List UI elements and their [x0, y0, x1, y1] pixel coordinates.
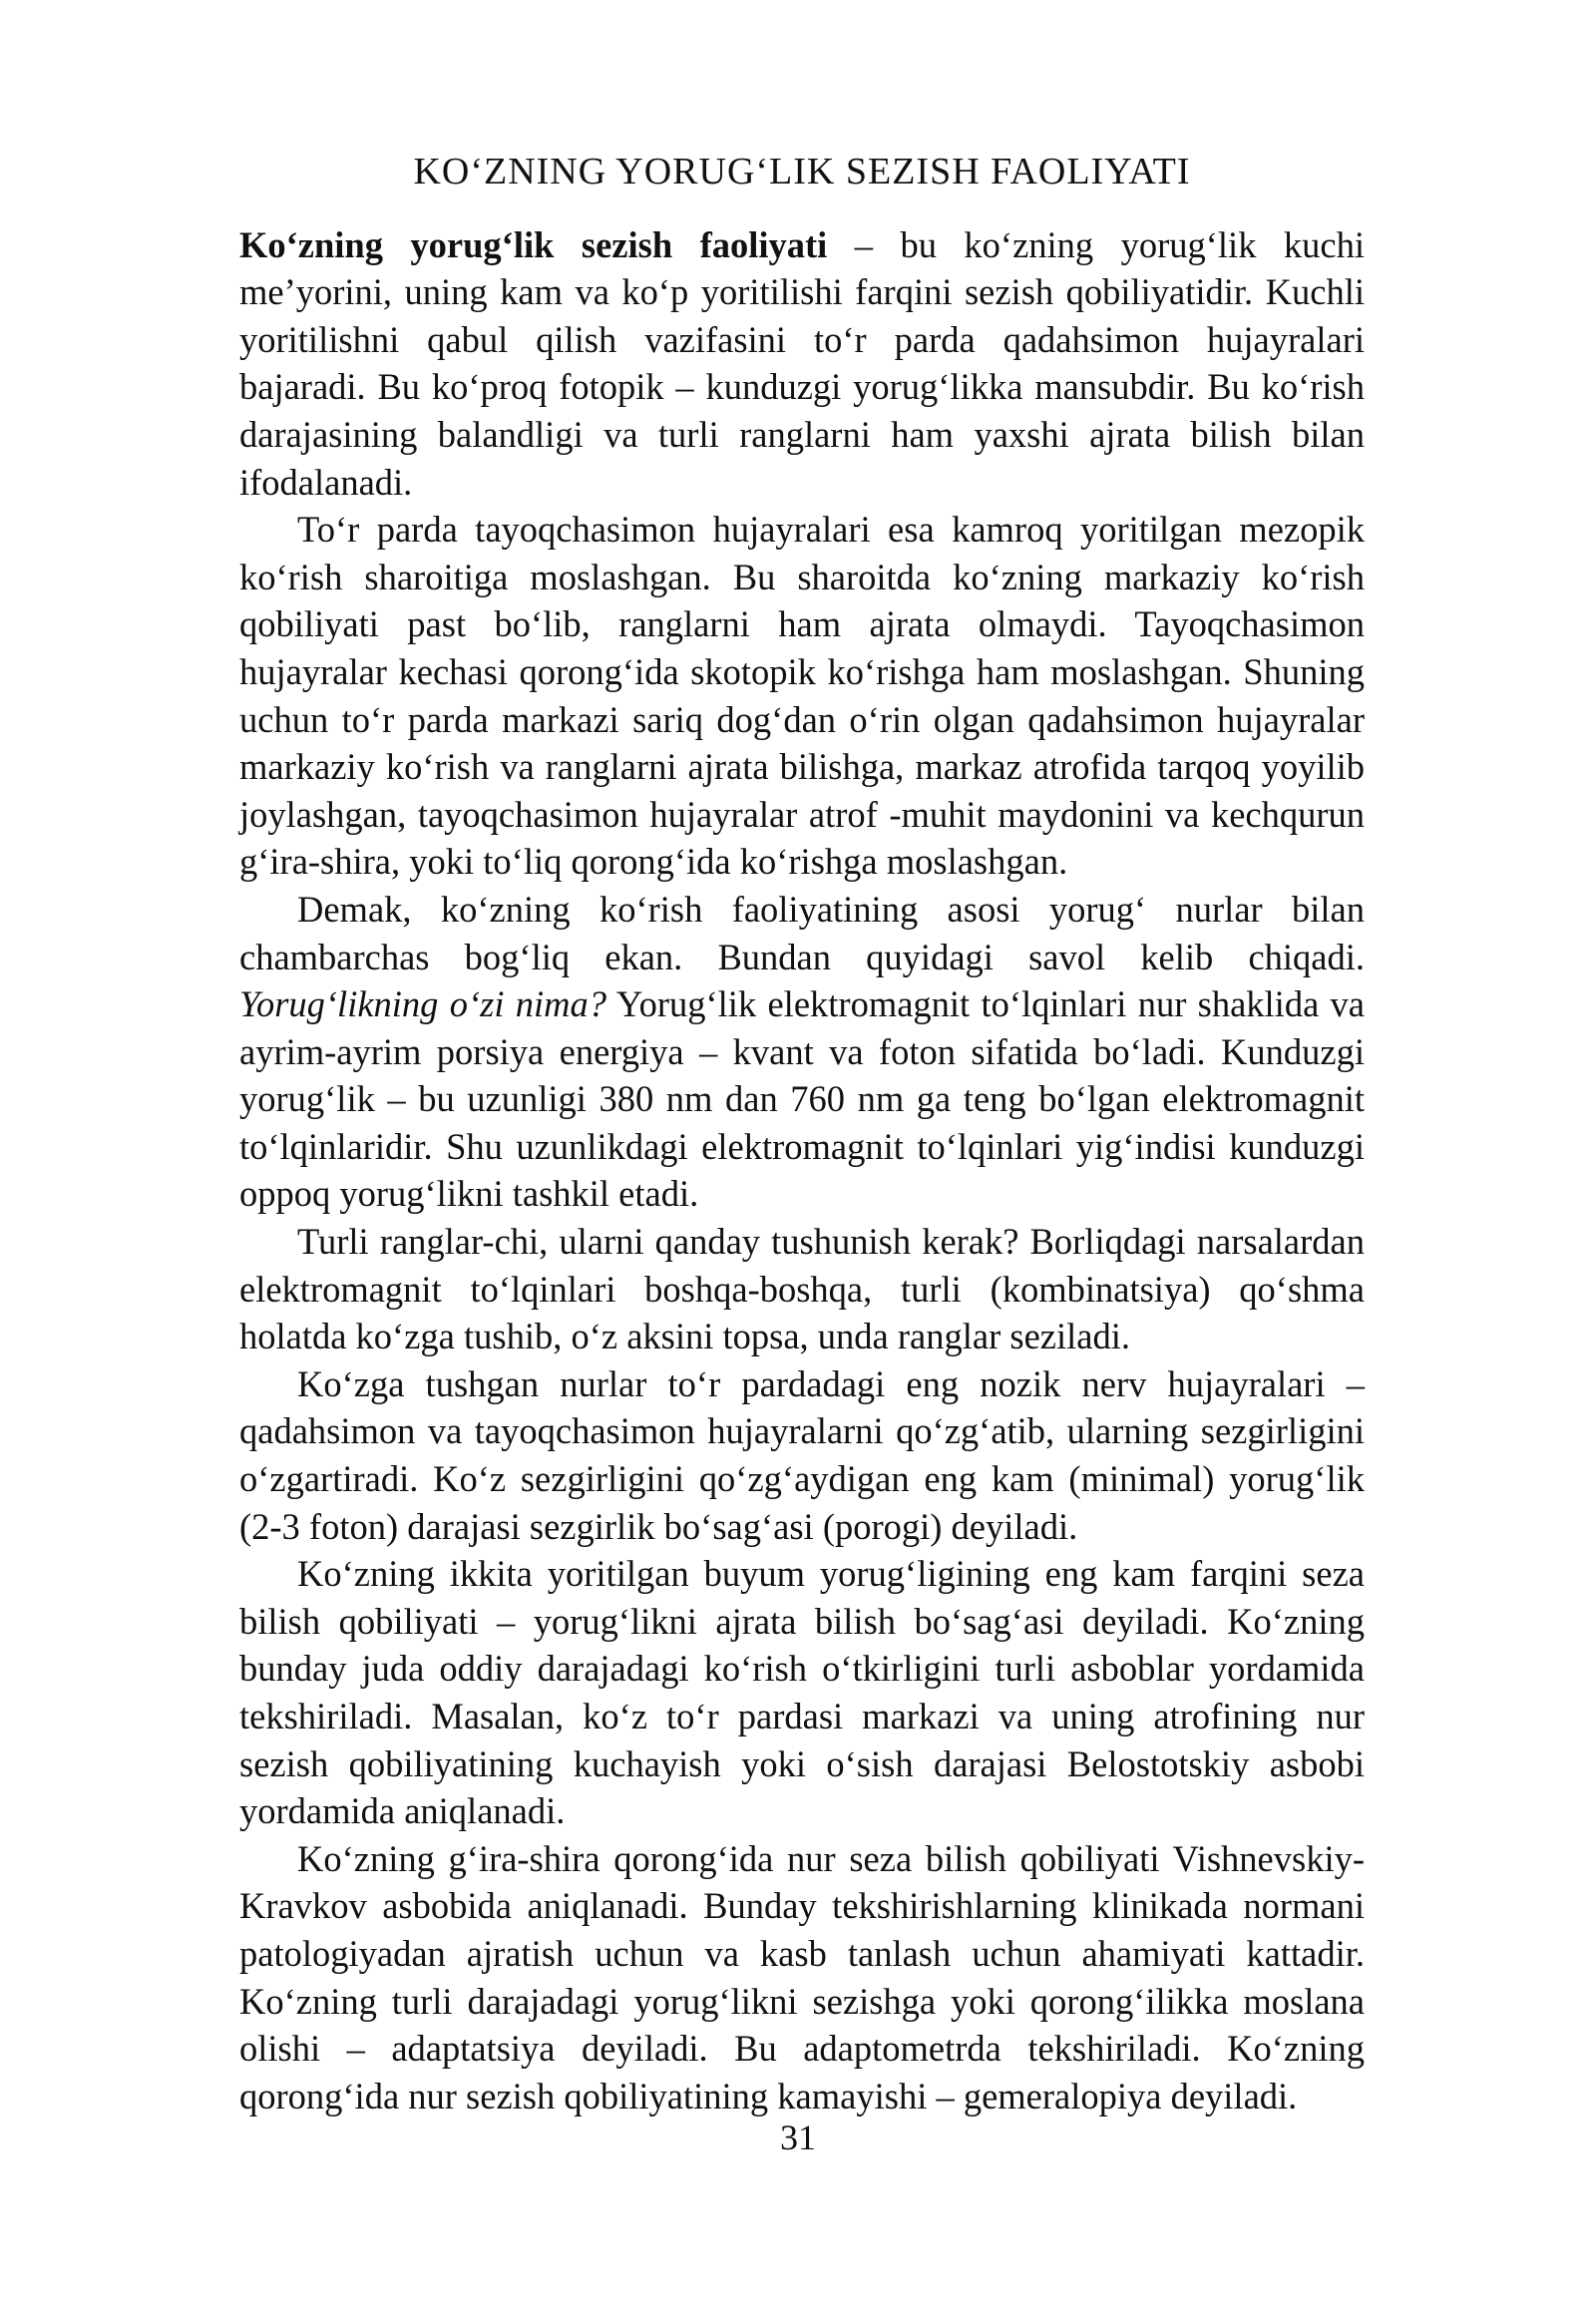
- page-title: KO‘ZNING YORUG‘LIK SEZISH FAOLIYATI: [413, 151, 1191, 192]
- page-number: 31: [780, 2118, 816, 2157]
- paragraph-7: [239, 1835, 1365, 2120]
- paragraph-text: To‘r parda tayoqchasimon hujayralari esa kamroq yoritilgan mezopik ko‘rish sharoitiga moslashgan. Bu sharoitda ko‘zning markaziy ko‘rish qobiliyati past bo‘lib, ranglarni ham ajrata olmaydi. Tayoqchasimon hujayralar kechasi qorong‘ida skotopik ko‘rishga ham moslashgan. Shuning uchun to‘r parda markazi sariq dog‘dan o‘rin olgan qadahsimon hujayralar markaziy ko‘rish va ranglarni ajrata bilishga, markaz atrofida tarqoq yoyilib joylashgan, tayoqchasimon hujayralar atrof -muhit maydonini va kechqurun g‘ira-shira, yoki to‘liq qorong‘ida ko‘rishga moslashgan.: [239, 509, 1365, 883]
- paragraph-5: [239, 1360, 1365, 1550]
- paragraph-1: [239, 221, 1365, 507]
- paragraph-6: [239, 1550, 1365, 1835]
- paragraph-text: Yorug‘lik elektromagnit to‘lqinlari nur shaklida va ayrim-ayrim porsiya energiya – kvant va foton sifatida bo‘ladi. Kunduzgi yorug‘lik – bu uzunligi 380 nm dan 760 nm ga teng bo‘lgan elektromagnit to‘lqinlaridir. Shu uzunlikdagi elektromagnit to‘lqinlari yig‘indisi kunduzgi oppoq yorug‘likni tashkil etadi.: [239, 983, 1365, 1215]
- paragraph-2: [239, 506, 1365, 886]
- page-content: [239, 150, 1365, 2119]
- paragraph-4: [239, 1218, 1365, 1360]
- paragraph-3: [239, 886, 1365, 1218]
- paragraph-text: Demak, ko‘zning ko‘rish faoliyatining asosi yorug‘ nurlar bilan chambarchas bog‘liq ekan. Bundan quyidagi savol kelib chiqadi.: [239, 888, 1365, 977]
- paragraph-text: Ko‘zning g‘ira-shira qorong‘ida nur seza bilish qobiliyati Vishnevskiy-Kravkov asbobida aniqlanadi. Bunday tekshirishlarning klinikada normani patologiyadan ajratish uchun va kasb tanlash uchun ahamiyati kattadir. Ko‘zning turli darajadagi yorug‘likni sezishga yoki qorong‘ilikka moslana olishi – adaptatsiya deyiladi. Bu adaptometrda tekshiriladi. Ko‘zning qorong‘ida nur sezish qobiliyatining kamayishi – gemeralopiya deyiladi.: [239, 1837, 1365, 2117]
- paragraph-text: Turli ranglar-chi, ularni qanday tushunish kerak? Borliqdagi narsalardan elektromagnit to‘lqinlari boshqa-boshqa, turli (kombinatsiya) qo‘shma holatda ko‘zga tushib, o‘z aksini topsa, unda ranglar seziladi.: [239, 1221, 1365, 1357]
- paragraph-text: – bu ko‘zning yorug‘lik kuchi me’yorini, uning kam va ko‘p yoritilishi farqini sezish qobiliyatidir. Kuchli yoritilishni qabul qilish vazifasini to‘r parda qadahsimon hujayralari bajaradi. Bu ko‘proq fotopik – kunduzgi yorug‘likka mansubdir. Bu ko‘rish darajasining balandligi va turli ranglarni ham yaxshi ajrata bilish bilan ifodalanadi.: [239, 223, 1365, 503]
- paragraph-text: Ko‘zning ikkita yoritilgan buyum yorug‘ligining eng kam farqini seza bilish qobiliyati – yorug‘likni ajrata bilish bo‘sag‘asi deyiladi. Ko‘zning bunday juda oddiy darajadagi ko‘rish o‘tkirligini turli asboblar yordamida tekshiriladi. Masalan, ko‘z to‘r pardasi markazi va uning atrofining nur sezish qobiliyatining kuchayish yoki o‘sish darajasi Belostotskiy asbobi yordamida aniqlanadi.: [239, 1553, 1365, 1832]
- paragraph-text: Ko‘zga tushgan nurlar to‘r pardadagi eng nozik nerv hujayralari – qadahsimon va tayoqchasimon hujayralarni qo‘zg‘atib, ularning sezgirligini o‘zgartiradi. Ko‘z sezgirligini qo‘zg‘aydigan eng kam (minimal) yorug‘lik (2-3 foton) darajasi sezgirlik bo‘sag‘asi (porogi) deyiladi.: [239, 1362, 1365, 1547]
- italic-question: Yorug‘likning o‘zi nima?: [239, 983, 606, 1025]
- paragraph-lead-term: Ko‘zning yorug‘lik sezish faoliyati: [239, 223, 828, 265]
